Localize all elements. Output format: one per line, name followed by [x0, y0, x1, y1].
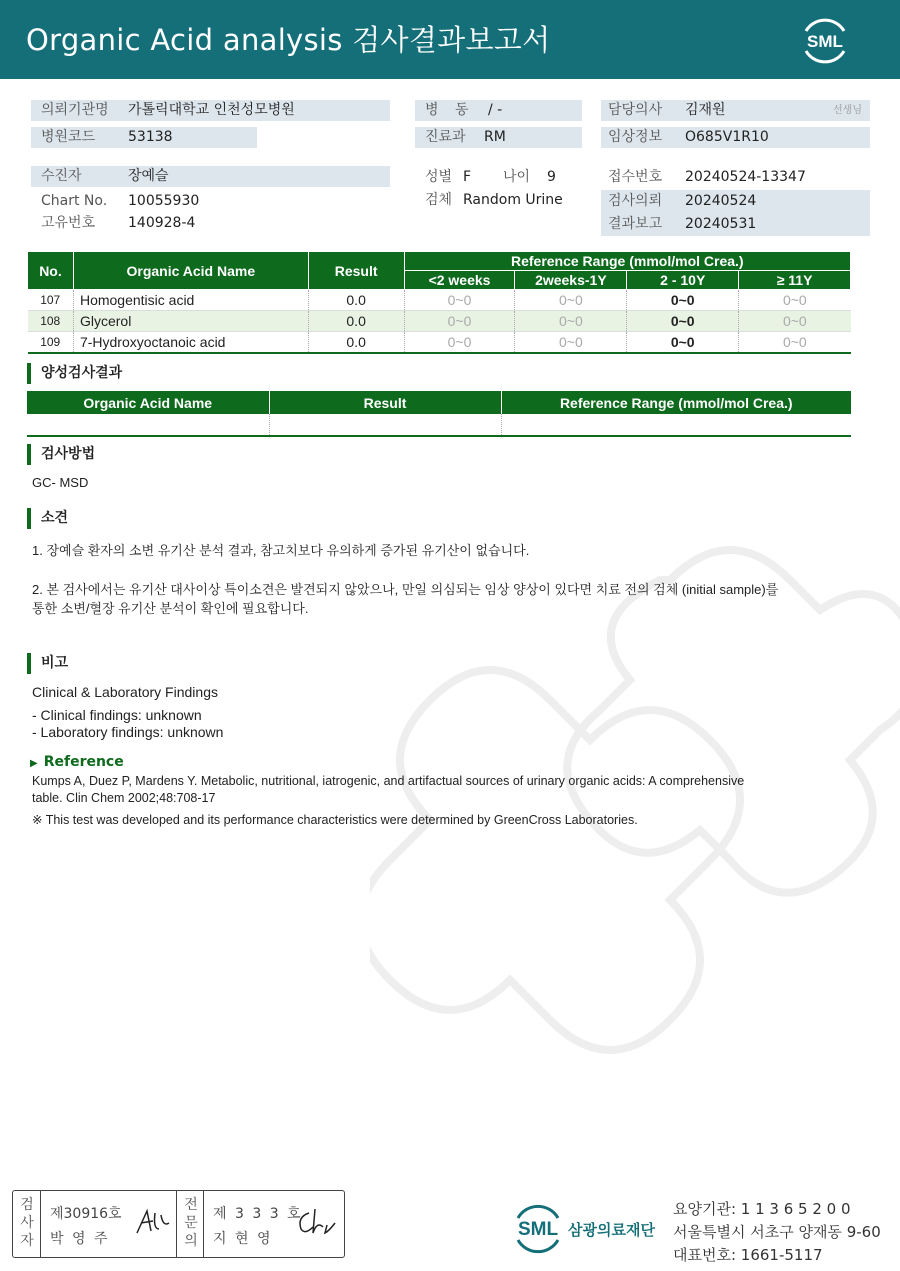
- svg-text:SML: SML: [807, 32, 843, 51]
- row-result: 0.0: [308, 332, 404, 353]
- receipt-no-value: 20240524-13347: [685, 169, 806, 185]
- patient-name-field: [31, 166, 390, 187]
- footer-provider-no: 요양기관: 1 1 3 6 5 2 0 0: [673, 1200, 851, 1218]
- institution-field: [31, 100, 390, 121]
- row-name: Homogentisic acid: [73, 290, 308, 311]
- specialist-label: 전문의: [184, 1197, 198, 1249]
- table-row: [27, 414, 851, 436]
- row-range-1: 0~0: [404, 290, 515, 311]
- doctor-field: [601, 100, 870, 121]
- hospital-code-label: 병원코드: [41, 129, 96, 145]
- specimen-value: Random Urine: [463, 192, 563, 208]
- row-result: 0.0: [308, 290, 404, 311]
- method-section-title: 검사방법: [27, 444, 95, 465]
- table-row: [28, 332, 851, 353]
- row-no: 108: [28, 311, 74, 332]
- reference-note: ※ This test was developed and its performance characteristics were determined by GreenCross Laboratories.: [32, 813, 638, 827]
- row-range-4: 0~0: [739, 332, 851, 353]
- positive-section-title: 양성검사결과: [27, 363, 122, 384]
- row-range-2: 0~0: [515, 332, 627, 353]
- col-header-range-4: ≥ 11Y: [739, 271, 851, 290]
- row-result: 0.0: [308, 311, 404, 332]
- report-header: [0, 0, 900, 79]
- hospital-code-value: 53138: [128, 129, 173, 145]
- reference-line-1: Kumps A, Duez P, Mardens Y. Metabolic, nutritional, iatrogenic, and artifactual sources of urinary organic acids: A comprehensive: [32, 774, 745, 788]
- row-range-3: 0~0: [627, 311, 739, 332]
- positive-header-reference: Reference Range (mmol/mol Crea.): [501, 391, 851, 414]
- svg-text:SML: SML: [517, 1219, 559, 1240]
- examiner-label: 검사자: [20, 1197, 34, 1249]
- patient-name-value: 장예슬: [128, 168, 169, 184]
- request-date-label: 검사의뢰: [608, 193, 663, 209]
- footer-phone: 대표번호: 1661-5117: [673, 1246, 823, 1264]
- findings-line-1: 1. 장예슬 환자의 소변 유기산 분석 결과, 참고치보다 유의하게 증가된 유기산이 없습니다.: [32, 543, 530, 558]
- signature-box: [12, 1190, 345, 1258]
- row-range-1: 0~0: [404, 332, 515, 353]
- positive-results-table: [27, 391, 851, 437]
- institution-label: 의뢰기관명: [41, 102, 109, 118]
- table-row: [28, 290, 851, 311]
- watermark-cross-icon: [370, 540, 900, 1060]
- ward-value: / -: [488, 102, 503, 118]
- col-header-range-3: 2 - 10Y: [627, 271, 739, 290]
- results-table: [27, 251, 851, 354]
- row-range-3: 0~0: [627, 332, 739, 353]
- clinical-info-label: 임상정보: [608, 129, 663, 145]
- method-text: GC- MSD: [32, 475, 89, 490]
- examiner-name: 박 영 주: [50, 1231, 110, 1247]
- sex-label: 성별: [425, 169, 453, 185]
- specialist-no: 제 3 3 3 호: [213, 1206, 303, 1222]
- table-row: [28, 311, 851, 332]
- reference-line-2: table. Clin Chem 2002;48:708-17: [32, 791, 216, 805]
- row-no: 107: [28, 290, 74, 311]
- row-range-3: 0~0: [627, 290, 739, 311]
- hospital-code-field: [31, 127, 257, 148]
- doctor-value: 김재원: [685, 102, 726, 118]
- findings-line-2b: 통한 소변/혈장 유기산 분석이 확인에 필요합니다.: [32, 601, 309, 616]
- patient-name-label: 수진자: [41, 168, 82, 184]
- ward-label: 병 동: [425, 102, 475, 118]
- col-header-no: No.: [28, 252, 74, 290]
- footer-org-name: 삼광의료재단: [568, 1221, 655, 1239]
- row-range-2: 0~0: [515, 290, 627, 311]
- row-range-4: 0~0: [739, 290, 851, 311]
- clinical-info-value: O685V1R10: [685, 129, 769, 145]
- remarks-line-1: Clinical & Laboratory Findings: [32, 684, 218, 700]
- col-header-result: Result: [308, 252, 404, 290]
- positive-header-name: Organic Acid Name: [27, 391, 269, 414]
- footer-sml-logo-icon: [510, 1200, 566, 1256]
- remarks-line-2: - Clinical findings: unknown: [32, 707, 202, 723]
- row-name: 7-Hydroxyoctanoic acid: [73, 332, 308, 353]
- ward-field: [415, 100, 582, 121]
- institution-value: 가톨릭대학교 인천성모병원: [128, 102, 295, 118]
- reference-title: ▶ Reference: [30, 754, 124, 770]
- specimen-label: 검체: [425, 192, 453, 208]
- specialist-signature-icon: [295, 1205, 337, 1239]
- department-value: RM: [484, 129, 506, 145]
- department-label: 진료과: [425, 129, 466, 145]
- footer-address: 서울특별시 서초구 양재동 9-60: [673, 1223, 881, 1241]
- request-date-value: 20240524: [685, 193, 757, 209]
- findings-line-2a: 2. 본 검사에서는 유기산 대사이상 특이소견은 발견되지 않았으나, 만일 의심되는 임상 양상이 있다면 치료 전의 검체 (initial sample)를: [32, 582, 779, 597]
- triangle-right-icon: ▶: [30, 758, 38, 769]
- chart-no-label: Chart No.: [41, 193, 108, 209]
- department-field: [415, 127, 582, 148]
- report-date-value: 20240531: [685, 216, 757, 232]
- col-header-name: Organic Acid Name: [73, 252, 308, 290]
- row-range-2: 0~0: [515, 311, 627, 332]
- col-header-range-1: <2 weeks: [404, 271, 515, 290]
- age-label: 나이: [503, 169, 531, 185]
- sex-value: F: [463, 169, 472, 185]
- doctor-suffix: 선생님: [833, 105, 862, 116]
- sml-logo-icon: [798, 13, 852, 67]
- report-title: Organic Acid analysis 검사결과보고서: [26, 23, 551, 57]
- row-name: Glycerol: [73, 311, 308, 332]
- col-header-reference: Reference Range (mmol/mol Crea.): [404, 252, 850, 271]
- clinical-info-field: [601, 127, 870, 148]
- dates-box: [601, 190, 870, 236]
- specialist-name: 지 현 영: [213, 1231, 273, 1247]
- remarks-section-title: 비고: [27, 653, 68, 674]
- doctor-label: 담당의사: [608, 102, 663, 118]
- row-no: 109: [28, 332, 74, 353]
- remarks-line-3: - Laboratory findings: unknown: [32, 724, 224, 740]
- chart-no-value: 10055930: [128, 193, 200, 209]
- row-range-1: 0~0: [404, 311, 515, 332]
- report-date-label: 결과보고: [608, 216, 663, 232]
- examiner-no: 제30916호: [50, 1206, 122, 1222]
- positive-header-result: Result: [269, 391, 501, 414]
- examiner-signature-icon: [133, 1205, 173, 1239]
- col-header-range-2: 2weeks-1Y: [515, 271, 627, 290]
- unique-no-label: 고유번호: [41, 215, 96, 231]
- unique-no-value: 140928-4: [128, 215, 196, 231]
- receipt-no-label: 접수번호: [608, 169, 663, 185]
- findings-section-title: 소견: [27, 508, 68, 529]
- age-value: 9: [547, 169, 556, 185]
- row-range-4: 0~0: [739, 311, 851, 332]
